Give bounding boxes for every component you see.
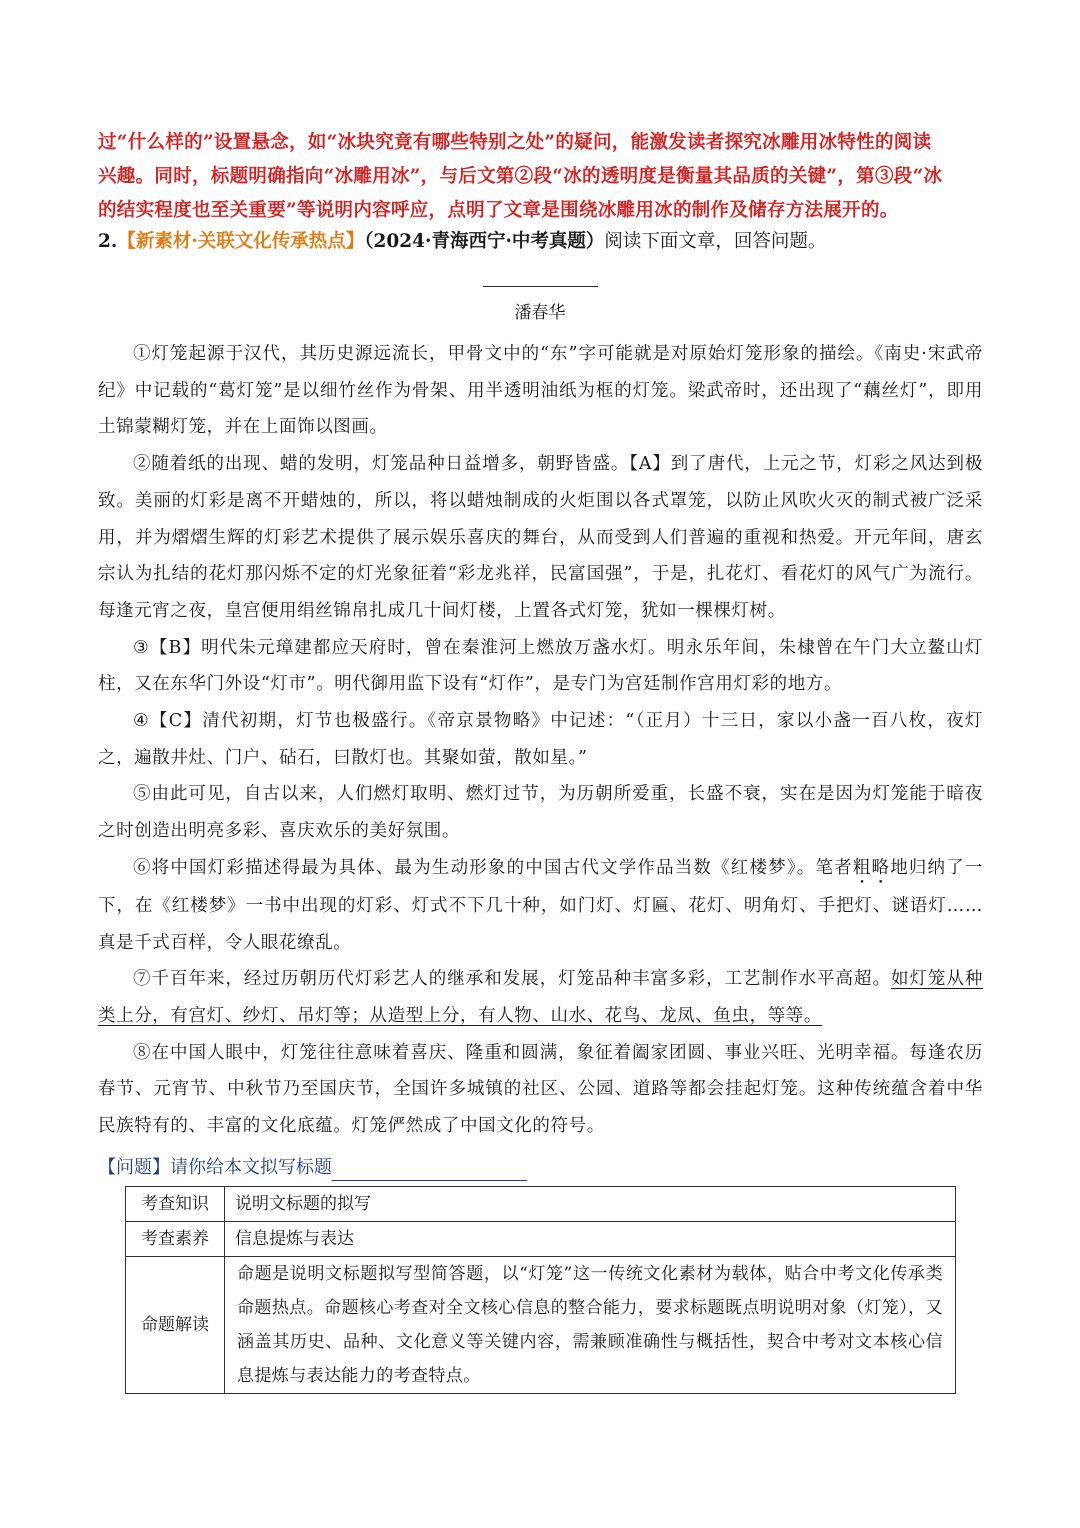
paragraph-7: [98, 961, 983, 1034]
analysis-line-1: 过“什么样的”设置悬念，如“冰块究竟有哪些特别之处”的疑问，能激发读者探究冰雕用冰特性的阅读: [98, 132, 932, 153]
table-key: 考查知识: [126, 1187, 225, 1222]
paragraph-6-text-a: ⑥将中国灯彩描述得最为具体、最为生动形象的中国古代文学作品当数《红楼梦》。笔者: [133, 857, 853, 878]
paragraph-2: ②随着纸的出现、蜡的发明，灯笼品种日益增多，朝野皆盛。【A】到了唐代，上元之节，灯彩之风达到极致。美丽的灯彩是离不开蜡烛的，所以，将以蜡烛制成的火炬围以各式罩笼，以防止风吹火灭的制式被广泛采用，并为熠熠生辉的灯彩艺术提供了展示娱乐喜庆的舞台，从而受到人们普遍的重视和热爱。开元年间，唐玄宗认为扎结的花灯那闪烁不定的灯光象征着“彩龙兆祥，民富国强”，于是，扎花灯、看花灯的风气广为流行。每逢元宵之夜，皇宫便用绢丝锦帛扎成几十间灯楼，上置各式灯笼，犹如一棵棵灯树。: [98, 454, 983, 621]
table-value: 信息提炼与表达: [225, 1222, 956, 1257]
table-row: [126, 1222, 956, 1257]
table-row: [126, 1257, 956, 1394]
answer-analysis-text: [98, 126, 988, 228]
table-key: 命题解读: [126, 1257, 225, 1394]
question-tag: 【新素材·关联文化传承热点】: [117, 231, 365, 252]
question-2-header: [98, 226, 998, 258]
paragraph-3: ③【B】明代朱元璋建都应天府时，曾在秦淮河上燃放万盏水灯。明永乐年间，朱棣曾在午门大立鳌山灯柱，又在东华门外设“灯市”。明代御用监下设有“灯作”，是专门为宫廷制作宫用灯彩的地方。: [98, 637, 983, 695]
table-value: 命题是说明文标题拟写型简答题，以“灯笼”这一传统文化素材为载体，贴合中考文化传承类命题热点。命题核心考查对全文核心信息的整合能力，要求标题既点明说明对象（灯笼），又涵盖其历史、品种、文化意义等关键内容，需兼顾准确性与概括性，契合中考对文本核心信息提炼与表达能力的考查特点。: [225, 1257, 956, 1394]
question-number: 2.: [98, 231, 118, 252]
table-value: 说明文标题的拟写: [225, 1187, 956, 1222]
paragraph-6: [98, 850, 983, 961]
paragraph-1: ①灯笼起源于汉代，其历史源远流长，甲骨文中的“东”字可能就是对原始灯笼形象的描绘。《南史·宋武帝纪》中记载的“葛灯笼”是以细竹丝作为骨架、用半透明油纸为框的灯笼。梁武帝时，还出现了“藕丝灯”，即用土锦蒙糊灯笼，并在上面饰以图画。: [98, 344, 983, 438]
title-blank-line: [483, 285, 598, 287]
table-key: 考查素养: [126, 1222, 225, 1257]
analysis-line-2: 兴趣。同时，标题明确指向“冰雕用冰”，与后文第②段“冰的透明度是衡量其品质的关键”，第③段“冰: [98, 166, 943, 187]
analysis-table: [125, 1186, 956, 1394]
analysis-line-3: 的结实程度也至关重要”等说明内容呼应，点明了文章是围绕冰雕用冰的制作及储存方法展开的。: [98, 200, 899, 221]
paragraph-4: ④【C】清代初期，灯节也极盛行。《帝京景物略》中记述：“（正月）十三日，家以小盏一百八枚，夜灯之，遍散井灶、门户、砧石，曰散灯也。其聚如萤，散如星。”: [98, 711, 983, 768]
paragraph-5: ⑤由此可见，自古以来，人们燃灯取明、燃灯过节，为历朝所爱重，长盛不衰，实在是因为灯笼能于暗夜之时创造出明亮多彩、喜庆欢乐的美好氛围。: [98, 784, 983, 842]
article-body: [98, 336, 983, 1145]
question-source: （2024·青海西宁·中考真题）: [364, 231, 605, 252]
paragraph-8: ⑧在中国人眼中，灯笼往往意味着喜庆、隆重和圆满，象征着阖家团圆、事业兴旺、光明幸福。每逢农历春节、元宵节、中秋节乃至国庆节，全国许多城镇的社区、公园、道路等都会挂起灯笼。这种传统蕴含着中华民族特有的、丰富的文化底蕴。灯笼俨然成了中国文化的符号。: [98, 1042, 983, 1137]
underlined-sentence: 如灯笼从种类上分，有宫灯、纱灯、吊灯等；从造型上分，有人物、山水、花鸟、龙凤、鱼虫，等等。: [98, 969, 983, 1026]
article-author: 潘春华: [514, 303, 566, 323]
paragraph-7-text: ⑦千百年来，经过历朝历代灯彩艺人的继承和发展，灯笼品种丰富多彩，工艺制作水平高超。: [133, 969, 891, 990]
emphasized-word: 粗略: [852, 857, 891, 878]
answer-blank[interactable]: [332, 1160, 527, 1181]
question-label: 【问题】请你给本文拟写标题: [98, 1157, 332, 1177]
question-instruction: 阅读下面文章，回答问题。: [604, 231, 827, 252]
paragraph-6-text-b: 地归纳了一下，在《红楼梦》一书中出现的灯彩、灯式不下几十种，如门灯、灯匾、花灯、明角灯、手把灯、谜语灯……真是千式百样，令人眼花缭乱。: [98, 857, 984, 953]
table-row: [126, 1187, 956, 1222]
question-prompt: [98, 1153, 527, 1181]
